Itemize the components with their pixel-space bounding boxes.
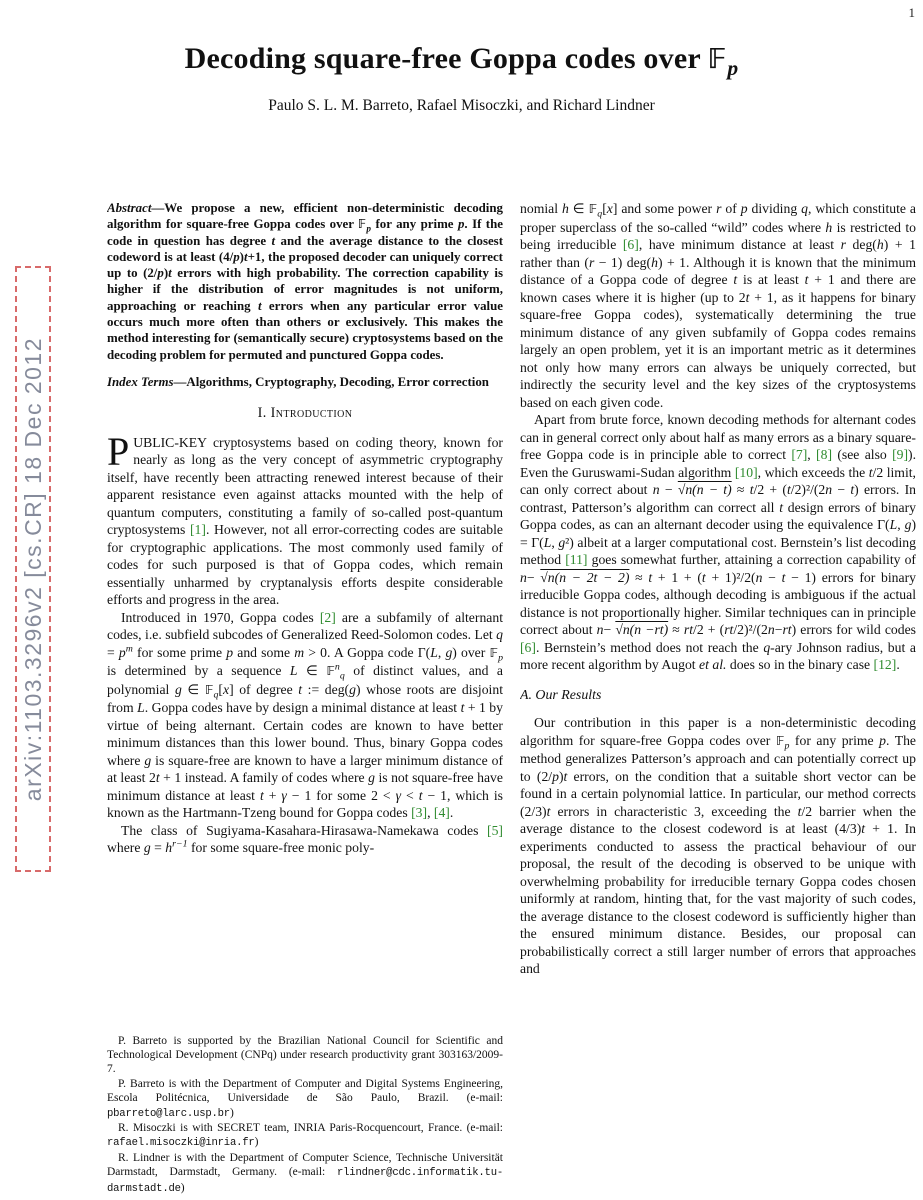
text-segment: p <box>118 644 126 660</box>
two-column-body <box>107 200 916 1198</box>
text-segment: q <box>801 201 808 216</box>
text-segment: rt <box>683 622 694 637</box>
text-segment: t <box>749 482 754 497</box>
text-segment: 𝔽 <box>358 217 367 232</box>
text-segment: n <box>755 569 763 585</box>
paragraph: Our contribution in this paper is a non-deterministic decoding algorithm for square-free Goppa codes over 𝔽$_p$ for any prime p. The method generalizes Patterson’s approach and can potentially correct up to (2/p)t errors, on the condition that a suitable short vector can be found in a certain polynomial lattice. In particular, our method corrects (2/3)t errors in characteristic 3, exceeding the t/2 barrier when the average distance to the closest codeword is at least (4/3)t + 1. In experiments conducted to assess the practical behaviour of our proposal, the result of the decoding is observed to be unique with overwhelming probability for irreducible ternary Goppa codes chosen uniformly at random, hinting that, for the vast majority of such codes, the average distance to the closest codeword is sufficiently higher than the ensured minimum distance. Besides, our proposal can probabilistically correct a still larger number of errors that approaches and <box>520 715 916 976</box>
footnote: P. Barreto is supported by the Brazilian National Council for Scientific and Technological Development (CNPq) under research productivity grant 303163/2009-7. <box>107 1034 503 1076</box>
text-segment: q <box>213 689 219 701</box>
text-segment: r <box>716 201 722 216</box>
paper-authors: Paulo S. L. M. Barreto, Rafael Misoczki, and Richard Lindner <box>268 97 655 114</box>
text-segment: h <box>165 840 173 856</box>
arxiv-stamp-text: arXiv:1103.3296v2 [cs.CR] 18 Dec 2012 <box>19 336 46 802</box>
citation-link[interactable]: [9] <box>892 447 909 462</box>
section-heading-introduction: I. Introduction <box>257 405 353 422</box>
footnote: R. Lindner is with the Department of Computer Science, Technische Universität Darmstadt, Darmstadt, Germany. (e-mail: rlindner@cdc.informatik.tu-darmstadt.de) <box>107 1151 503 1195</box>
text-segment: t <box>861 821 866 836</box>
text-segment: t <box>786 482 791 497</box>
text-segment: q <box>496 627 503 643</box>
text-segment: t <box>797 803 802 819</box>
text-segment: t <box>648 569 653 585</box>
text-segment: t <box>271 233 276 248</box>
email-text: rlindner@cdc.informatik.tu-darmstadt.de <box>107 1167 503 1195</box>
citation-link[interactable]: [3] <box>411 805 428 821</box>
text-segment: √n(n − 2t − 2) <box>540 569 630 585</box>
text-segment: t <box>418 787 423 803</box>
text-segment: t <box>733 272 738 287</box>
text-segment: t <box>804 272 809 287</box>
text-segment: t <box>259 787 264 803</box>
text-segment: n <box>825 482 833 497</box>
index-terms: Index Terms—Algorithms, Cryptography, Decoding, Error correction <box>107 374 489 389</box>
text-segment: n <box>334 661 340 673</box>
text-segment: t <box>779 499 783 515</box>
paragraph: PUBLIC-KEY cryptosystems based on coding theory, known for nearly as long as the very concept of asymmetric cryptography itself, have recently been attracting renewed interest because of their apparent resistance even against attacks mounted with the help of quantum computers, constituting a family of so-called post-quantum cryptosystems [1]. However, not all error-correcting codes are suitable for cryptographic applications. The most commonly used family of codes for such purposed is that of Goppa codes, which remain essentially unharmed by cryptanalysis efforts despite considerable efforts and progress in the area. <box>107 428 503 608</box>
text-segment: p <box>740 201 748 216</box>
text-segment: Index Terms <box>107 374 174 389</box>
text-segment: n <box>652 482 660 497</box>
text-segment: r <box>840 237 846 252</box>
citation-link[interactable]: [6] <box>622 237 639 252</box>
text-segment: t <box>701 569 706 585</box>
abstract: Abstract—We propose a new, efficient non-deterministic decoding algorithm for square-free Goppa codes over 𝔽$_p$ for any prime p. If the code in question has degree t and the average distance to the closest codeword is at least (4/p)t+1, the proposed decoder can uniquely correct up to (2/p)t errors with high probability. The correction capability is higher if the distribution of error magnitudes is not uniform, approaching or reaching t errors when any particular error value occurs much more often than others or exclusively. This makes the method interesting for (semantically secure) cryptosystems based on the decoding problem for permuted and punctured Goppa codes. <box>107 201 503 362</box>
footnote: P. Barreto is with the Department of Computer and Digital Systems Engineering, Escola Politécnica, Universidade de São Paulo, Brazil. (e-mail: pbarreto@larc.usp.br) <box>107 1077 503 1120</box>
paragraph: The class of Sugiyama-Kasahara-Hirasawa-Namekawa codes [5] where $g = h^{r-1}$ for some square-free monic poly- <box>107 822 503 856</box>
text-segment: m <box>294 644 305 660</box>
email-text: pbarreto@larc.usp.br <box>107 1107 230 1120</box>
text-segment: g <box>144 752 152 768</box>
citation-link[interactable]: [12] <box>873 657 897 672</box>
subsection-heading-our-results: A. Our Results <box>520 687 602 703</box>
text-segment: √n(n − t) <box>677 482 732 497</box>
text-segment: p <box>366 224 372 235</box>
text-segment: g <box>349 681 356 697</box>
text-segment: g <box>174 681 182 697</box>
citation-link[interactable]: [1] <box>189 522 206 538</box>
text-segment: q <box>339 671 345 682</box>
text-segment: L <box>137 700 145 716</box>
text-segment: g <box>143 840 151 856</box>
text-segment: 𝔽 <box>326 664 335 680</box>
text-segment: 𝔽 <box>204 682 214 698</box>
text-segment: r−1 <box>172 838 188 850</box>
text-segment: q <box>763 639 771 655</box>
text-segment: h <box>825 219 833 235</box>
text-segment: h <box>561 201 569 216</box>
text-segment: x <box>606 201 613 216</box>
citation-link[interactable]: [10] <box>734 464 758 480</box>
text-segment: g <box>558 534 566 550</box>
left-column <box>107 200 503 1198</box>
arxiv-stamp <box>15 266 51 872</box>
text-segment: g <box>368 770 375 786</box>
paper-header <box>0 0 923 115</box>
text-segment: L <box>430 644 438 660</box>
citation-link[interactable]: [6] <box>520 639 536 655</box>
text-segment: r <box>588 254 595 270</box>
text-segment: t <box>546 803 551 819</box>
text-segment: x <box>222 681 230 697</box>
left-column-main <box>107 200 503 857</box>
text-segment: et al. <box>699 657 727 672</box>
text-segment: t <box>155 770 160 786</box>
text-segment: √n(n −rt) <box>615 622 669 637</box>
text-segment: p <box>157 266 164 281</box>
text-segment: n <box>596 622 604 637</box>
text-segment: γ <box>281 787 287 803</box>
paragraph: nomial h ∈ 𝔽$_q$[x] and some power r of p dividing q, which constitute a proper superclass of the so-called “wild” codes where h is restricted to being irreducible [6], have minimum distance at least r deg(h) + 1 rather than (r − 1) deg(h) + 1. Although it is known that the minimum distance of a Goppa code of degree t is at least t + 1 and there are known cases where it is higher (up to 2t + 1, as it happens for binary square-free Goppa codes), systematically determining the true minimum distance of any given subfamily of Goppa codes remains largely an open problem, yet it is an important metric as it determines not only how many errors can always be uniquely corrected, but indirectly the security level and the key sizes of the cryptosystems based on each given code. <box>520 201 916 410</box>
text-segment: q <box>597 208 603 220</box>
citation-link[interactable]: [8] <box>816 447 833 462</box>
text-segment: p <box>457 217 465 232</box>
text-segment: p <box>784 740 790 752</box>
page-number: 1 <box>908 5 915 20</box>
footnote: R. Misoczki is with SECRET team, INRIA Paris-Rocquencourt, France. (e-mail: rafael.misoczki@inria.fr) <box>107 1121 503 1150</box>
text-segment: p <box>879 732 886 748</box>
right-column <box>520 200 916 1198</box>
text-segment: rt <box>724 622 734 637</box>
paragraph: Introduced in 1970, Goppa codes [2] are a subfamily of alternant codes, i.e. subfield subcodes of Generalized Reed-Solomon codes. Let $q = p^m$ for some prime p and some m > 0. A Goppa code Γ(L, g) over 𝔽$_p$ is determined by a sequence L ∈ 𝔽$^n_q$ of distinct values, and a polynomial g ∈ 𝔽$_q$[x] of degree t := deg(g) whose roots are disjoint from L. Goppa codes have by design a minimal distance at least t + 1 by virtue of being alternant. Certain codes are known to have better minimum distances than this lower bound. Thus, binary Goppa codes where g is square-free are known to have a larger minimum distance of at least 2t + 1 instead. A family of codes where g is not square-free have minimum distance at least t + γ − 1 for some 2 < γ < t − 1, which is known as the Hartmann-Tzeng bound for Goppa codes [3], [4]. <box>107 609 503 821</box>
text-segment: n <box>520 569 527 585</box>
text-segment: p <box>226 644 234 660</box>
text-segment: L <box>543 534 552 550</box>
paragraph: Apart from brute force, known decoding methods for alternant codes can in general correct only about half as many errors as a binary square-free Goppa code is in principle able to correct [7], [8] (see also [9]). Even the Guruswami-Sudan algorithm [10], which exceeds the t/2 limit, can only correct about n − √n(n − t) ≈ t/2 + (t/2)²/(2n − t) errors. In contrast, Patterson’s algorithm can correct all t design errors of binary Goppa codes, as can an alternant decoder using the equivalence Γ(L, g) = Γ(L, g²) albeit at a larger computational cost. Bernstein’s list decoding method [11] goes somewhat further, attaining a correction capability of n− √n(n − 2t − 2) ≈ t + 1 + (t + 1)²/2(n − t − 1) errors for binary irreducible Goppa codes, although decoding is ambiguous if the actual distance is not proportionally higher. Similar techniques can in principle correct about n− √n(n −rt) ≈ rt/2 + (rt/2)²/(2n−rt) errors for wild codes [6]. Bernstein’s method does not reach the q-ary Johnson radius, but a more recent algorithm by Augot et al. does so in the binary case [12]. <box>520 412 916 672</box>
text-segment: t <box>563 768 568 784</box>
text-segment: t <box>460 700 465 716</box>
text-segment: p <box>233 249 240 264</box>
text-segment: m <box>125 643 133 655</box>
text-segment: t <box>781 569 786 585</box>
text-segment: 𝔽 <box>775 733 785 749</box>
citation-link[interactable]: [11] <box>565 552 588 567</box>
text-segment: t <box>868 464 873 480</box>
text-segment: rt <box>782 622 792 637</box>
text-segment: t <box>243 249 248 264</box>
text-segment: g <box>904 517 912 532</box>
drop-cap: P <box>107 428 130 474</box>
paper-title: Decoding square-free Goppa codes over 𝔽$_p$ <box>184 42 739 80</box>
citation-link[interactable]: [5] <box>487 822 503 838</box>
text-segment: p <box>498 652 503 664</box>
text-segment: t <box>298 681 303 697</box>
text-segment: 𝔽 <box>708 42 728 75</box>
text-segment: n <box>767 622 775 637</box>
citation-link[interactable]: [7] <box>791 447 808 462</box>
text-segment: h <box>876 237 884 252</box>
text-segment: Abstract <box>107 201 152 215</box>
text-segment: g <box>445 644 453 660</box>
email-text: rafael.misoczki@inria.fr <box>107 1137 255 1150</box>
text-segment: h <box>651 254 658 270</box>
text-segment: t <box>745 289 750 305</box>
text-segment: t <box>850 482 855 497</box>
text-segment: L <box>289 663 298 679</box>
text-segment: p <box>727 56 739 80</box>
text-segment: 𝔽 <box>588 202 598 217</box>
text-segment: L <box>889 517 898 532</box>
footnotes <box>107 1034 503 1196</box>
text-segment: t <box>168 266 172 281</box>
text-segment: t <box>257 298 262 313</box>
text-segment: 𝔽 <box>489 645 499 661</box>
citation-link[interactable]: [2] <box>319 609 336 625</box>
citation-link[interactable]: [4] <box>433 805 450 821</box>
text-segment: γ <box>395 787 402 803</box>
text-segment: p <box>552 768 559 784</box>
